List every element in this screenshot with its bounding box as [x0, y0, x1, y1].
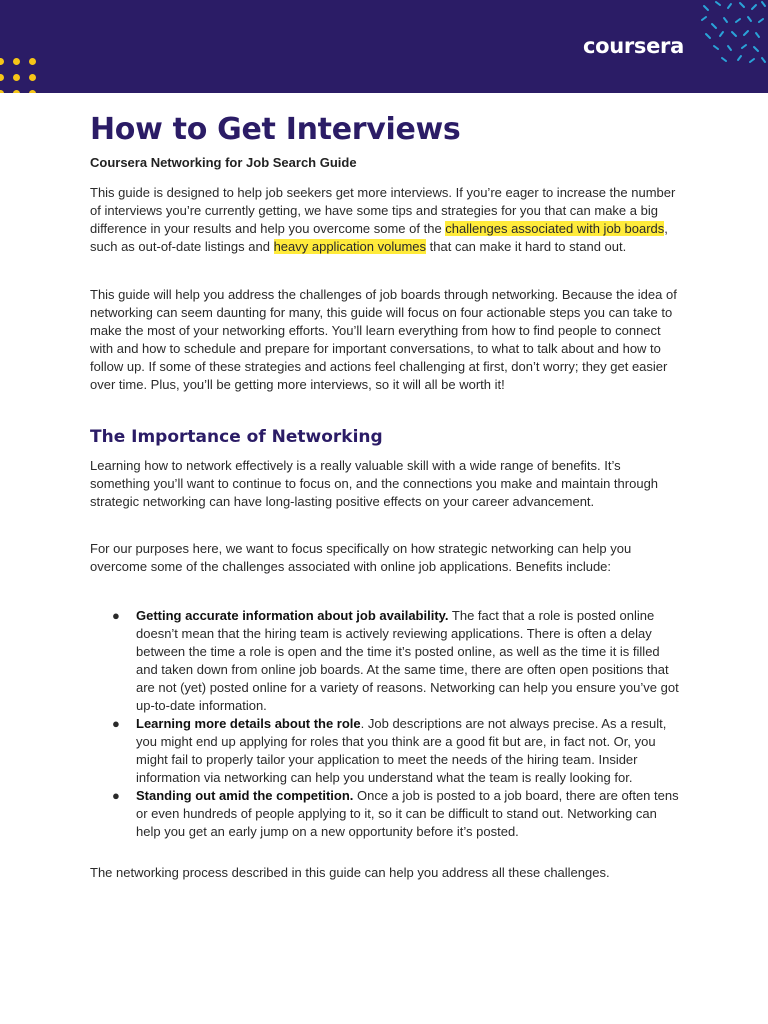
- section-paragraph-2: For our purposes here, we want to focus specifically on how strategic networking can help you overcome some of the challenges associated with online job applications. Benefits include:: [90, 541, 632, 574]
- decorative-confetti: [698, 0, 768, 70]
- closing-paragraph: The networking process described in this guide can help you address all these challenges.: [90, 865, 610, 880]
- benefits-list: [90, 607, 680, 841]
- section-heading: The Importance of Networking: [90, 427, 383, 447]
- list-item: ● Learning more details about the role. Job descriptions are not always precise. As a result, you might end up applying for roles that you think are a good fit but are, in fact not. Or, you might fail to properly tailor your application to meet the needs of the hiring team. Insider information via networking can help you understand what the team is really looking for.: [112, 716, 667, 785]
- section-paragraph-1: Learning how to network effectively is a really valuable skill with a wide range of benefits. It’s something you’ll want to continue to focus on, and the connections you make and maintain through strategic networking can have long-lasting positive effects on your career advancement.: [90, 458, 659, 509]
- coursera-logo[interactable]: coursera: [582, 34, 684, 58]
- page-subtitle: Coursera Networking for Job Search Guide: [90, 155, 357, 170]
- list-item: ● Standing out amid the competition. Once a job is posted to a job board, there are often tens or even hundreds of people applying to it, so it can be difficult to stand out. Networking can help you get an early jump on a new opportunity before it’s posted.: [112, 788, 679, 839]
- list-item: ● Getting accurate information about job availability. The fact that a role is posted online doesn’t mean that the hiring team is actively reviewing applications. There is often a delay between the time a role is open and the time it’s posted online, as well as the time it is filled and taken down from online job boards. At the same time, there are often open positions that are not (yet) posted online for a variety of reasons. Networking can help you ensure you’ve got up-to-date information.: [112, 608, 679, 713]
- intro-paragraph: This guide is designed to help job seekers get more interviews. If you’re eager to increase the number of interviews you’re currently getting, we have some tips and strategies for you that can make a big difference in your results and help you overcome some of the challenges associated with job boards, such as out-of-date listings and heavy application volumes that can make it hard to stand out.: [90, 185, 676, 254]
- page-title: How to Get Interviews: [90, 112, 461, 147]
- highlight-job-boards: challenges associated with job boards: [445, 221, 665, 236]
- highlight-application-volumes: heavy application volumes: [273, 239, 427, 254]
- page-header: [0, 0, 768, 93]
- overview-paragraph: This guide will help you address the challenges of job boards through networking. Because the idea of networking can seem daunting for many, this guide will focus on four actionable steps you can take to make the most of your networking efforts. You’ll learn everything from how to find people to connect with and how to schedule and prepare for important conversations, to what to talk about and how to follow up. If some of these strategies and actions feel challenging at first, don’t worry; they get easier over time. Plus, you’ll be getting more interviews, so it will all be worth it!: [90, 287, 677, 392]
